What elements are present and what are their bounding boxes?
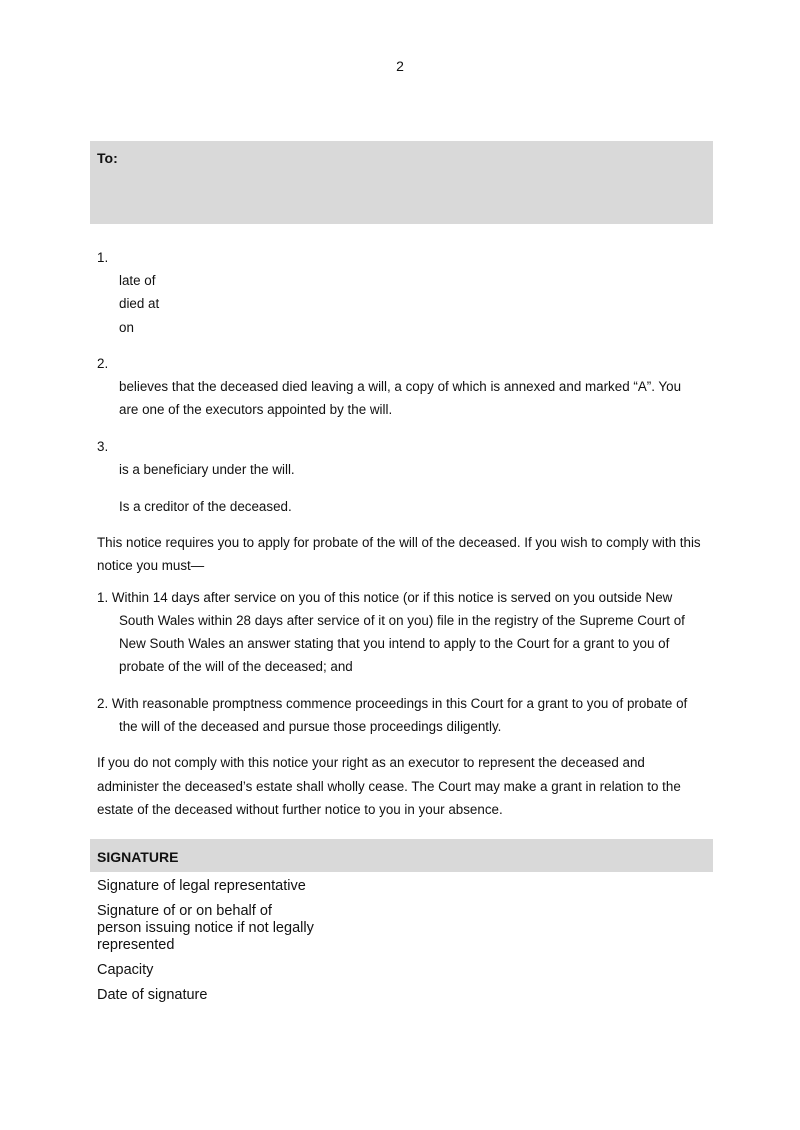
requirement-2-line2: the will of the deceased and pursue those proceedings diligently. [119,719,502,734]
signature-behalf-line1: Signature of or on behalf of [97,903,272,919]
signature-behalf-line3: represented [97,937,175,953]
item-1-late-of: late of [119,273,156,288]
item-2-number: 2. [97,356,109,371]
item-1-number: 1. [97,250,109,265]
signature-behalf-line2: person issuing notice if not legally [97,920,314,936]
consequence-line3: estate of the deceased without further notice to you in your absence. [97,802,503,817]
consequence-line2: administer the deceased’s estate shall wholly cease. The Court may make a grant in relation to the [97,779,681,794]
to-label: To: [97,150,118,166]
signature-capacity: Capacity [97,962,154,978]
recipient-box [90,141,713,224]
requirement-1-line1: 1. Within 14 days after service on you of this notice (or if this notice is served on you outside New [97,590,673,605]
item-3-beneficiary: is a beneficiary under the will. [119,462,295,477]
item-1-died-at: died at [119,296,160,311]
requirement-2-line1: 2. With reasonable promptness commence proceedings in this Court for a grant to you of probate of [97,696,688,711]
requirement-1-line3: New South Wales an answer stating that you intend to apply to the Court for a grant to you of [119,636,670,651]
item-1-on: on [119,320,134,335]
requirement-1-line4: probate of the will of the deceased; and [119,659,353,674]
item-3-number: 3. [97,439,109,454]
signature-legal-representative: Signature of legal representative [97,878,306,894]
notice-line2: notice you must— [97,558,205,573]
requirement-1-line2: South Wales within 28 days after service of it on you) file in the registry of the Supreme Court of [119,613,685,628]
page-number: 2 [396,58,404,74]
signature-header-bar [90,839,713,872]
item-2-text-line2: are one of the executors appointed by the will. [119,402,393,417]
notice-line1: This notice requires you to apply for probate of the will of the deceased. If you wish to comply with this [97,535,701,550]
consequence-line1: If you do not comply with this notice your right as an executor to represent the deceased and [97,755,645,770]
item-2-text-line1: believes that the deceased died leaving a will, a copy of which is annexed and marked “A”. You [119,379,682,394]
signature-date: Date of signature [97,987,208,1003]
item-3-creditor: Is a creditor of the deceased. [119,499,292,514]
signature-title: SIGNATURE [97,849,179,865]
